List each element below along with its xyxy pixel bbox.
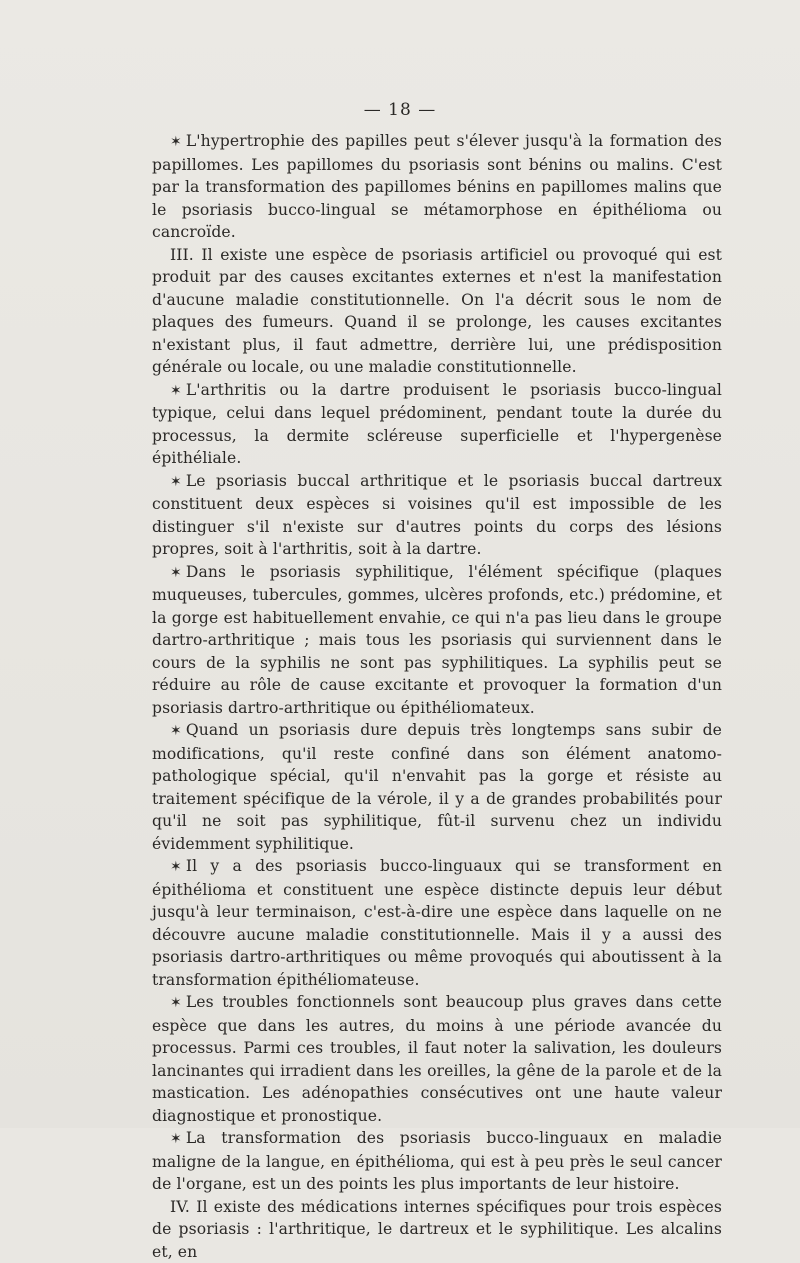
annotation-mark: ✶ xyxy=(170,859,182,875)
paragraph: ✶ L'arthritis ou la dartre produisent le psoriasis bucco-lingual typique, celui dans lequel prédominent, pendant toute la durée du processus, la dermite scléreuse superficielle et l'hypergenèse épithéliale. xyxy=(152,379,722,470)
page-number: — 18 — xyxy=(0,100,800,120)
paragraph: ✶ L'hypertrophie des papilles peut s'élever jusqu'à la formation des papillomes. Les papillomes du psoriasis sont bénins ou malins. C'est par la transformation des papillomes bénins en papillomes malins que le psoriasis bucco-lingual se métamorphose en épithélioma ou cancroïde. xyxy=(152,130,722,244)
annotation-mark: ✶ xyxy=(170,1131,182,1147)
paragraph: ✶ Il y a des psoriasis bucco-linguaux qui se transforment en épithélioma et constituent une espèce distincte depuis leur début jusqu'à leur terminaison, c'est-à-dire une espèce dans laquelle on ne découvre aucune maladie constitutionnelle. Mais il y a aussi des psoriasis dartro-arthritiques ou même provoqués qui aboutissent à la transformation épithéliomateuse. xyxy=(152,855,722,991)
body-text xyxy=(152,130,722,1263)
annotation-mark: ✶ xyxy=(170,723,182,739)
annotation-mark: ✶ xyxy=(170,565,182,581)
paragraph: ✶ Les troubles fonctionnels sont beaucoup plus graves dans cette espèce que dans les autres, du moins à une période avancée du processus. Parmi ces troubles, il faut noter la salivation, les douleurs lancinantes qui irradient dans les oreilles, la gêne de la parole et de la mastication. Les adénopathies consécutives ont une haute valeur diagnostique et pronostique. xyxy=(152,991,722,1127)
annotation-mark: ✶ xyxy=(170,134,182,150)
paragraph: III. Il existe une espèce de psoriasis artificiel ou provoqué qui est produit par des causes excitantes externes et n'est la manifestation d'aucune maladie constitutionnelle. On l'a décrit sous le nom de plaques des fumeurs. Quand il se prolonge, les causes excitantes n'existant plus, il faut admettre, derrière lui, une prédisposition générale ou locale, ou une maladie constitutionnelle. xyxy=(152,244,722,379)
paragraph: ✶ Quand un psoriasis dure depuis très longtemps sans subir de modifications, qu'il reste confiné dans son élément anatomo-pathologique spécial, qu'il n'envahit pas la gorge et résiste au traitement spécifique de la vérole, il y a de grandes probabilités pour qu'il ne soit pas syphilitique, fût-il survenu chez un individu évidemment syphilitique. xyxy=(152,719,722,855)
annotation-mark: ✶ xyxy=(170,995,182,1011)
annotation-mark: ✶ xyxy=(170,474,182,490)
paragraph: IV. Il existe des médications internes spécifiques pour trois espèces de psoriasis : l'arthritique, le dartreux et le syphilitique. Les alcalins et, en xyxy=(152,1196,722,1263)
paragraph: ✶ La transformation des psoriasis bucco-linguaux en maladie maligne de la langue, en épithélioma, qui est à peu près le seul cancer de l'organe, est un des points les plus importants de leur histoire. xyxy=(152,1127,722,1196)
annotation-mark: ✶ xyxy=(170,383,182,399)
paragraph: ✶ Dans le psoriasis syphilitique, l'élément spécifique (plaques muqueuses, tubercules, gommes, ulcères profonds, etc.) prédomine, et la gorge est habituellement envahie, ce qui n'a pas lieu dans le groupe dartro-arthritique ; mais tous les psoriasis qui surviennent dans le cours de la syphilis ne sont pas syphilitiques. La syphilis peut se réduire au rôle de cause excitante et provoquer la formation d'un psoriasis dartro-arthritique ou épithéliomateux. xyxy=(152,561,722,720)
paragraph: ✶ Le psoriasis buccal arthritique et le psoriasis buccal dartreux constituent deux espèces si voisines qu'il est impossible de les distinguer s'il n'existe sur d'autres points du corps des lésions propres, soit à l'arthritis, soit à la dartre. xyxy=(152,470,722,561)
